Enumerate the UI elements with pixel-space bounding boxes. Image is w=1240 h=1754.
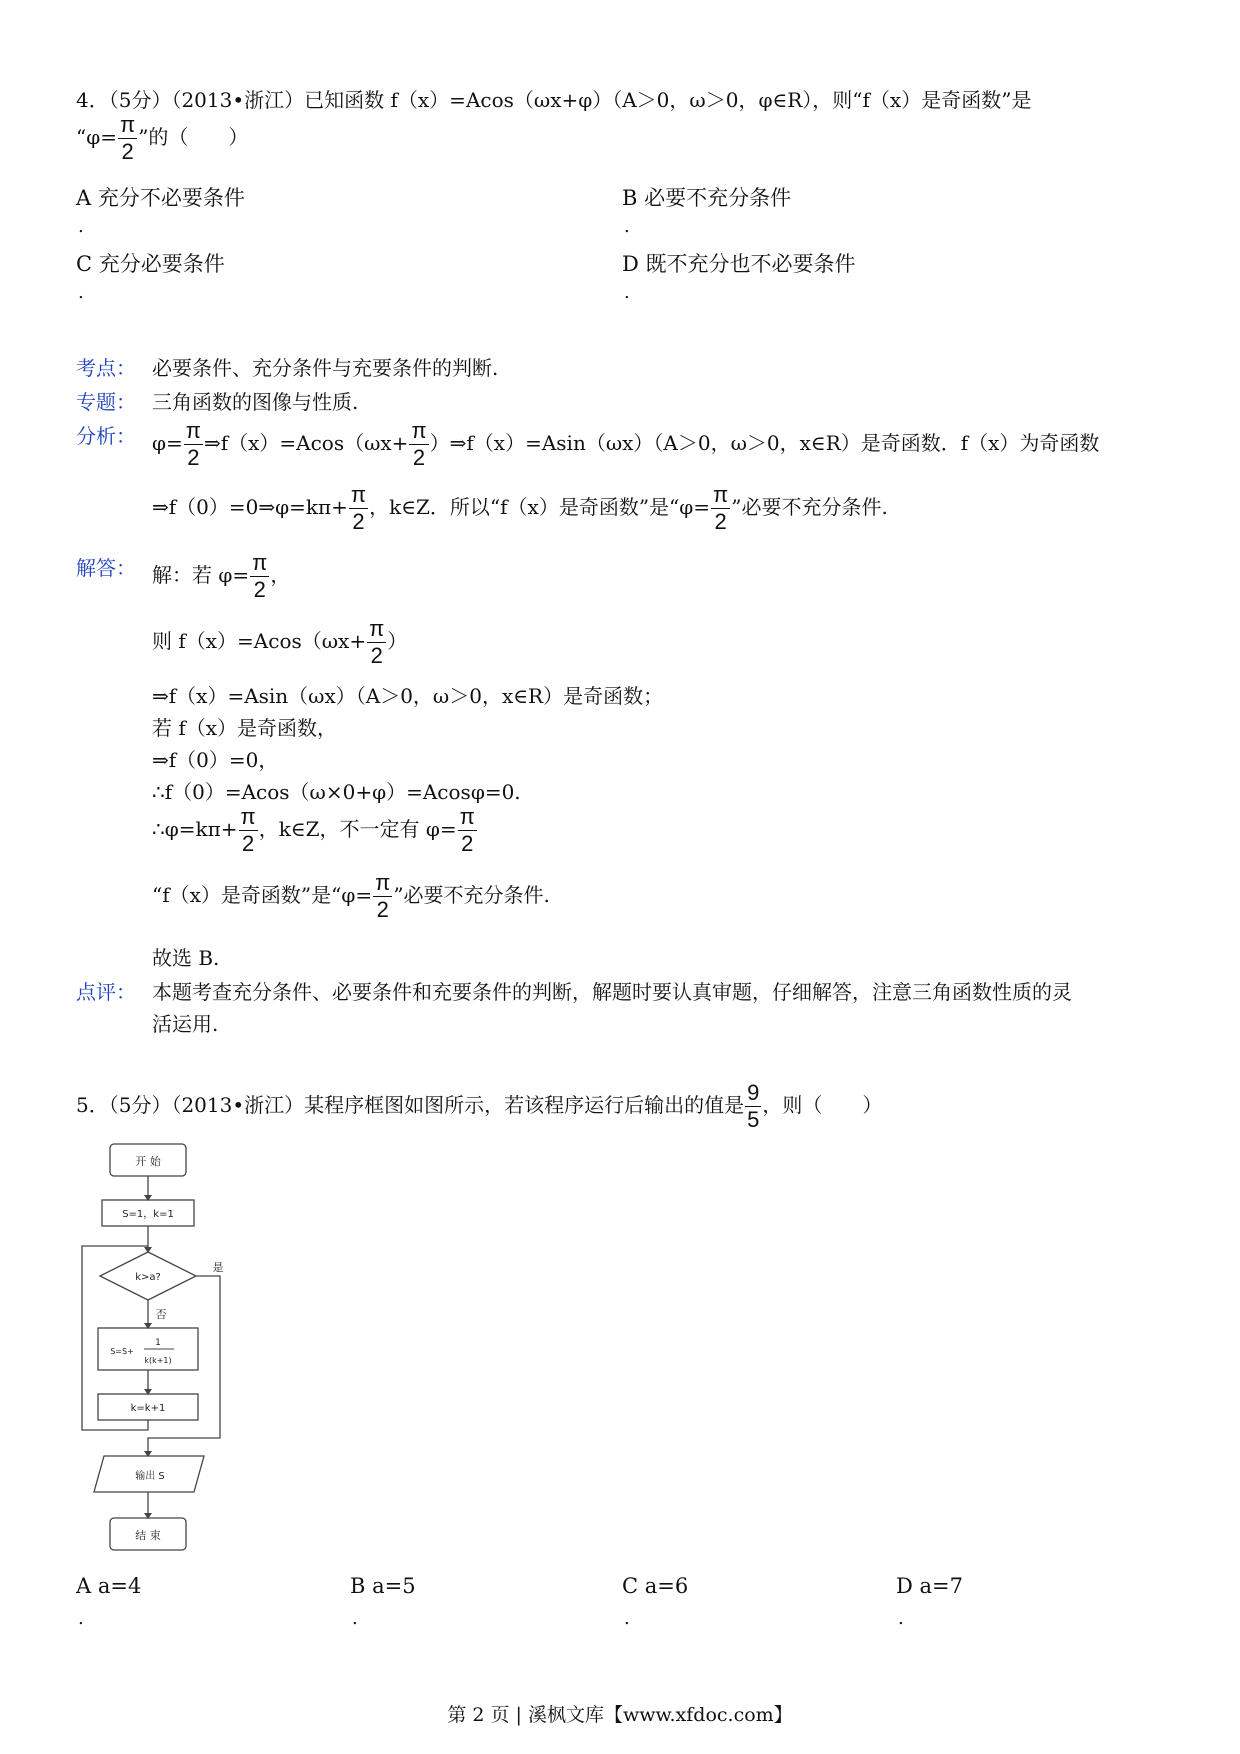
option-dot: . [624, 282, 630, 303]
q5-option-b[interactable] [350, 1574, 416, 1598]
fraction-denominator: 2 [458, 830, 477, 855]
kaodian-text: 必要条件、充分条件与充要条件的判断. [152, 356, 499, 380]
q4-stem-line1: 4．（5分）（2013•浙江）已知函数 f（x）=Acos（ωx+φ）（A＞0，ω＞0，φ∈R），则“f（x）是奇函数”是 [76, 88, 1032, 112]
flowchart-frac-num: 1 [155, 1338, 161, 1348]
q5-option-c[interactable] [622, 1574, 688, 1598]
zhuanti-text: 三角函数的图像与性质. [152, 390, 359, 414]
fraction-denominator: 2 [711, 508, 730, 533]
fraction-numerator: π [713, 482, 729, 507]
fenxi-text: ）⇒f（x）=Asin（ωx）（A＞0，ω＞0，x∈R）是奇函数．f（x）为奇函数 [429, 431, 1100, 455]
pi-over-2-fraction [711, 484, 730, 533]
fraction-numerator: π [185, 418, 201, 443]
flowchart-no-label: 否 [155, 1308, 167, 1321]
option-dot: . [898, 1608, 904, 1629]
q4-option-c[interactable] [76, 248, 225, 278]
option-text: a=5 [372, 1574, 416, 1598]
fraction-denominator: 2 [409, 444, 428, 469]
fenxi-line1 [152, 420, 1099, 469]
pi-over-2-fraction [458, 806, 477, 855]
solution-step-2 [152, 618, 407, 667]
solution-text: ， [270, 563, 291, 587]
pi-over-2-fraction [367, 618, 386, 667]
option-letter: B [350, 1574, 366, 1598]
solution-text: 则 f（x）=Acos（ωx+ [152, 629, 367, 653]
option-dot: . [624, 1608, 630, 1629]
solution-step-5: ⇒f（0）=0， [152, 748, 279, 772]
option-letter: C [622, 1574, 639, 1598]
pi-over-2-fraction [184, 420, 203, 469]
pi-over-2-fraction [239, 806, 258, 855]
pi-over-2-fraction [409, 420, 428, 469]
option-dot: . [78, 282, 84, 303]
pi-over-2-fraction [250, 552, 269, 601]
q5-option-d[interactable] [896, 1574, 963, 1598]
fraction-denominator: 2 [184, 444, 203, 469]
q4-stem-line2 [76, 114, 248, 163]
flowchart-frac-den: k(k+1) [144, 1356, 172, 1365]
kaodian-label: 考点： [76, 356, 136, 380]
solution-step-1 [152, 552, 290, 601]
solution-step-6: ∴f（0）=Acos（ω×0+φ）=Acosφ=0. [152, 780, 521, 804]
program-flowchart [70, 1140, 240, 1560]
option-text: 充分不必要条件 [97, 186, 245, 210]
pi-over-2-fraction [373, 872, 392, 921]
fenxi-text: ，k∈Z．所以“f（x）是奇函数”是“φ= [369, 495, 711, 519]
option-letter: A [76, 186, 92, 210]
flowchart-yes-label: 是 [212, 1261, 224, 1274]
fenxi-text: ⇒f（x）=Acos（ωx+ [203, 431, 409, 455]
fraction-numerator: π [252, 550, 268, 575]
fraction-denominator: 2 [367, 642, 386, 667]
fraction-denominator: 2 [239, 830, 258, 855]
flowchart-condition-label: k>a? [135, 1272, 161, 1283]
pi-over-2-fraction [118, 114, 137, 163]
solution-step-3: ⇒f（x）=Asin（ωx）（A＞0，ω＞0，x∈R）是奇函数； [152, 684, 664, 708]
option-text: 必要不充分条件 [644, 186, 792, 210]
flowchart-end-label: 结 束 [135, 1529, 161, 1542]
flowchart-init-label: S=1，k=1 [122, 1209, 174, 1220]
flowchart-update-k-label: k=k+1 [130, 1403, 166, 1414]
solution-text: ） [387, 629, 408, 653]
fenxi-line2 [152, 484, 888, 533]
fraction-numerator: π [459, 804, 475, 829]
pi-over-2-fraction [349, 484, 368, 533]
q4-option-b[interactable] [622, 182, 791, 212]
flowchart-update-s-label: S=S+ [110, 1347, 134, 1356]
solution-step-4: 若 f（x）是奇函数， [152, 716, 338, 740]
option-text: a=6 [644, 1574, 689, 1598]
q4-option-d[interactable] [622, 248, 856, 278]
solution-step-7 [152, 806, 478, 855]
solution-step-8 [152, 872, 550, 921]
fraction-numerator: π [120, 112, 136, 137]
jieda-label: 解答： [76, 556, 136, 580]
q5-stem [76, 1082, 882, 1131]
option-dot: . [78, 1608, 84, 1629]
q5-stem-text: 5．（5分）（2013•浙江）某程序框图如图所示，若该程序运行后输出的值是 [76, 1093, 745, 1117]
solution-text: “f（x）是奇函数”是“φ= [152, 883, 373, 907]
solution-text: ∴φ=kπ+ [152, 817, 238, 841]
q4-option-a[interactable] [76, 182, 245, 212]
fraction-denominator: 2 [118, 138, 137, 163]
fraction-numerator: π [240, 804, 256, 829]
fraction-numerator: 9 [747, 1080, 760, 1105]
fenxi-text: ”必要不充分条件. [731, 495, 888, 519]
option-dot: . [624, 216, 630, 237]
solution-text: 解：若 φ= [152, 563, 250, 587]
q4-stem-line2-pre: “φ= [76, 125, 117, 149]
fenxi-text: ⇒f（0）=0⇒φ=kπ+ [152, 495, 348, 519]
option-text: 既不充分也不必要条件 [645, 252, 856, 276]
option-letter: C [76, 252, 93, 276]
fraction-numerator: π [375, 870, 391, 895]
option-letter: B [622, 186, 638, 210]
arrowhead [144, 1247, 152, 1253]
page-footer: 第 2 页 | 溪枫文库【www.xfdoc.com】 [447, 1704, 793, 1726]
fraction-numerator: π [369, 616, 385, 641]
option-text: a=4 [97, 1574, 142, 1598]
q5-option-a[interactable] [76, 1574, 141, 1598]
fenxi-text: φ= [152, 431, 183, 455]
zhuanti-label: 专题： [76, 390, 136, 414]
option-dot: . [78, 216, 84, 237]
solution-text: ”必要不充分条件. [393, 883, 550, 907]
nine-fifths-fraction [745, 1082, 761, 1131]
fraction-denominator: 2 [349, 508, 368, 533]
solution-text: ，k∈Z，不一定有 φ= [258, 817, 457, 841]
option-dot: . [352, 1608, 358, 1629]
option-text: a=7 [919, 1574, 964, 1598]
option-letter: D [896, 1574, 913, 1598]
dianping-line1: 本题考查充分条件、必要条件和充要条件的判断，解题时要认真审题，仔细解答，注意三角函数性质的灵 [152, 980, 1072, 1004]
fraction-denominator: 2 [373, 896, 392, 921]
flowchart-yes-line [148, 1276, 220, 1456]
flowchart-start-label: 开 始 [135, 1155, 161, 1168]
q5-stem-text: ，则（ ） [762, 1093, 883, 1117]
solution-step-9: 故选 B. [152, 946, 220, 970]
dianping-label: 点评： [76, 980, 136, 1004]
fraction-denominator: 5 [747, 1107, 760, 1132]
option-letter: D [622, 252, 639, 276]
fraction-denominator: 2 [250, 576, 269, 601]
q4-stem-line2-post: ”的（ ） [138, 125, 249, 149]
option-letter: A [76, 1574, 92, 1598]
option-text: 充分必要条件 [98, 252, 225, 276]
flowchart-output-label: 输出 S [135, 1471, 165, 1482]
fraction-numerator: π [411, 418, 427, 443]
dianping-line2: 活运用. [152, 1012, 219, 1036]
fenxi-label: 分析： [76, 424, 136, 448]
fraction-numerator: π [350, 482, 367, 507]
